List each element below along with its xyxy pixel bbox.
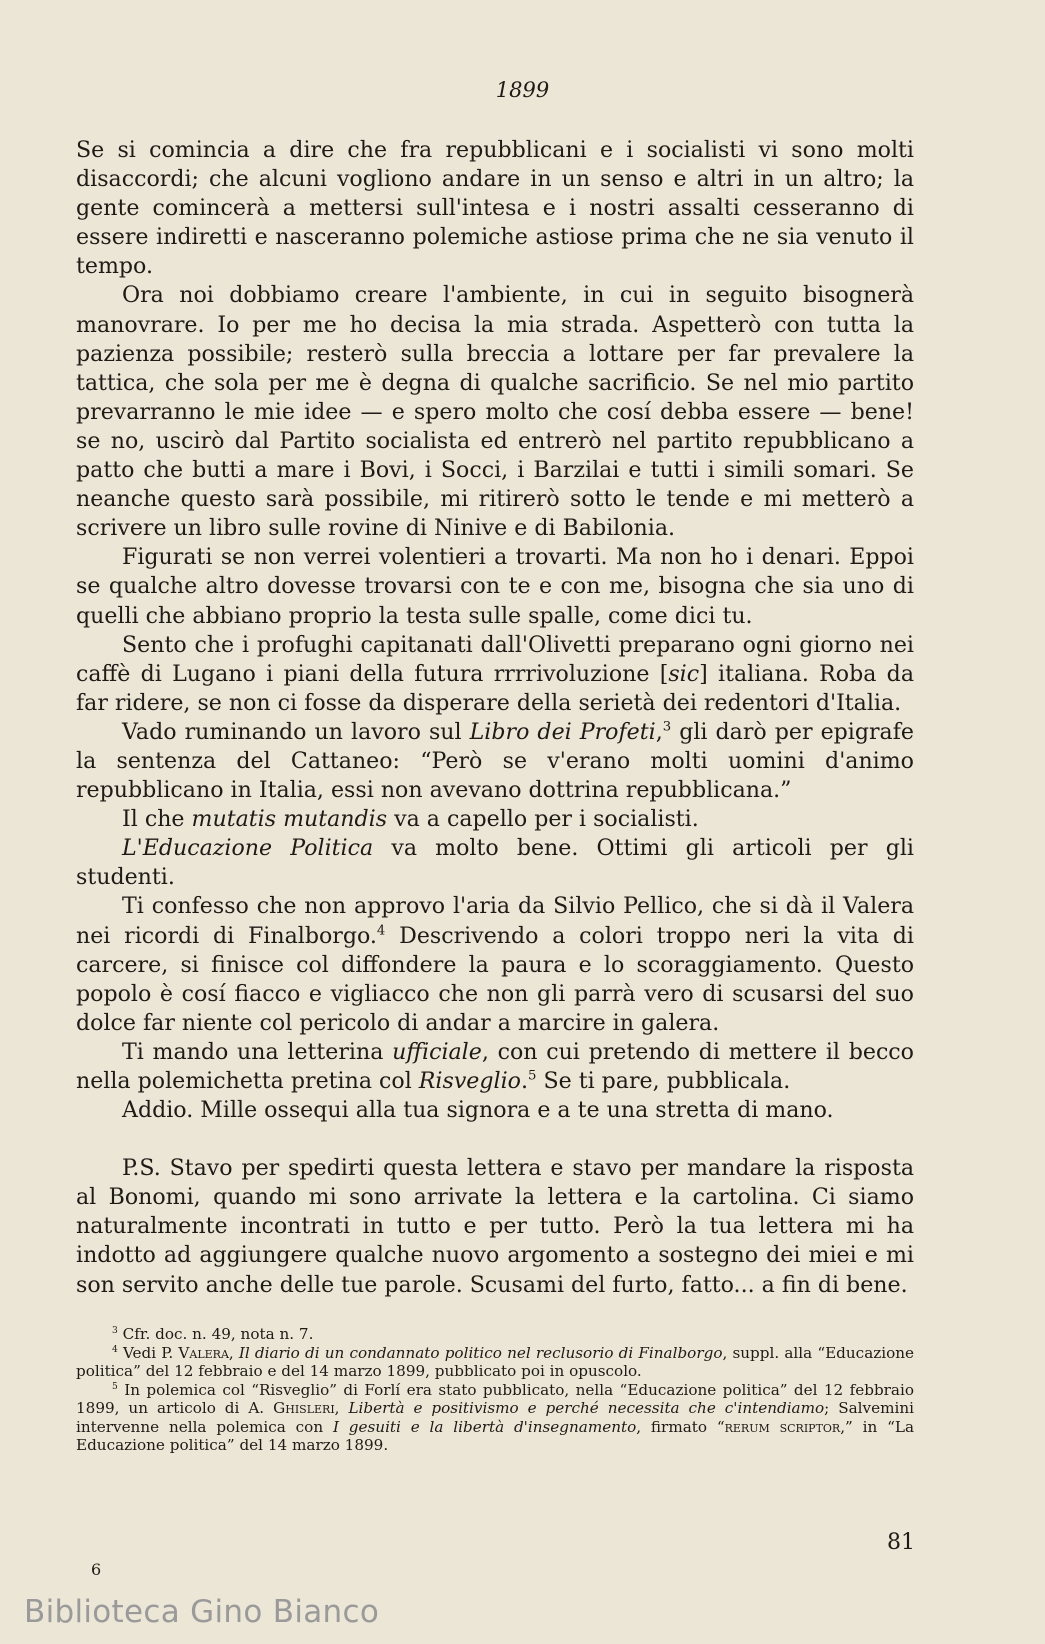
paragraph-2: Ora noi dobbiamo creare l'ambiente, in cui in seguito bisognerà manovrare. Io per me ho decisa la mia strada. Aspetterò con tutta la pazienza possibile; resterò sulla breccia a lottare per far prevalere la tattica, che sola per me è degna di qualche sacrificio. Se nel mio partito prevarranno le mie idee — e spero molto che cosí debba essere — bene! se no, uscirò dal Partito socialista ed entrerò nel partito repubblicano a patto che butti a mare i Bovi, i Socci, i Barzilai e tutti i simili somari. Se neanche questo sarà possibile, mi ritirerò sotto le tende e mi metterò a scrivere un libro sulle rovine di Ninive e di Babilonia. (76, 282, 914, 542)
sic-mark: sic (668, 660, 700, 687)
footnote-5: $^5$ In polemica col “Risveglio” di Forlí era stato pubblicato, nella “Educazione politica” del 12 febbraio 1899, un articolo di A. Ghisleri, Libertà e positivismo e perché necessita che c'intendiamo; Salvemini intervenne nella polemica con I gesuiti e la libertà d'insegnamento, firmato “rerum scriptor,” in “La Educazione politica” del 14 marzo 1899. (76, 1380, 915, 1454)
article-title-i-gesuiti: I gesuiti e la libertà d'insegnamento (332, 1417, 637, 1436)
paragraph-8-text-a: Ti confesso che non approvo l'aria da Silvio Pellico, che si dà il Valera nei ricordi di Finalborgo. (76, 893, 914, 949)
signature-mark: 6 (91, 1560, 102, 1579)
postscript: P.S. Stavo per spedirti questa lettera e stavo per mandare la risposta al Bonomi, quando mi sono arrivate la lettera e la cartolina. Ci siamo naturalmente incontrati in tutto e per tutto. Però la tua lettera mi ha indotto ad aggiungere qualche nuovo argomento a sostegno dei miei e mi son servito anche delle tue parole. Scusami del furto, fatto... a fin di bene. (76, 1155, 914, 1298)
footnote-4: $^4$ Vedi P. Valera, Il diario di un condannato politico nel reclusorio di Finalborgo, suppl. alla “Educazione politica” del 12 febbraio e del 14 marzo 1899, pubblicato poi in opuscolo. (76, 1343, 915, 1380)
footnote-ref-3: 3 (662, 719, 672, 735)
paragraph-8 (76, 892, 914, 1037)
paragraph-7-text: va molto bene. Ottimi gli articoli per gli studenti. (76, 835, 914, 891)
paragraph-8-text-b: Descrivendo a colori troppo neri la vita di carcere, si finisce col diffondere la paura e lo scoraggiamento. Questo popolo è cosí fiacco e vigliacco che non gli parrà vero di scusarsi del suo dolce far niente col pericolo di andar a marcire in galera. (76, 922, 914, 1036)
paragraph-9: Ti mando una letterina ufficiale, con cui pretendo di mettere il becco nella polemichetta pretina col Risveglio.$^5$ Se ti pare, pubblicala. (76, 1038, 914, 1094)
paragraph-9-text-a: Ti mando una letterina (122, 1038, 393, 1065)
paragraph-4-text-b: ] italiana. Roba da far ridere, se non ci fosse da disperare della serietà dei redentori d'Italia. (76, 660, 914, 716)
footnote-5-text-b: ; Salvemini intervenne nella polemica con (76, 1399, 915, 1436)
footnote-3-mark: 3 (112, 1325, 118, 1336)
footnote-4-text-a: Vedi P. (117, 1343, 179, 1362)
paragraph-10: Addio. Mille ossequi alla tua signora e a te una stretta di mano. (122, 1097, 834, 1124)
paragraph-5-text-a: Vado ruminando un lavoro sul (122, 718, 470, 745)
pseudonym-rerum-scriptor: rerum scriptor (724, 1417, 841, 1436)
library-watermark: Biblioteca Gino Bianco (24, 1594, 380, 1630)
footnote-5-text-d: ,” in “La Educazione politica” del 14 marzo 1899. (76, 1417, 915, 1454)
footnote-ref-4: 4 (376, 923, 386, 939)
word-ufficiale: ufficiale (392, 1038, 482, 1065)
paragraph-6-text-b: va a capello per i socialisti. (387, 806, 699, 833)
footnote-ref-5: 5 (528, 1068, 537, 1084)
page-number: 81 (887, 1530, 915, 1555)
paragraph-1: Se si comincia a dire che fra repubblicani e i socialisti vi sono molti disaccordi; che alcuni vogliono andare in un senso e altri in un altro; la gente comincerà a mettersi sull'intesa e i nostri assalti cesseranno di essere indiretti e nasceranno polemiche astiose prima che ne sia venuto il tempo. (76, 137, 914, 280)
running-head: 1899 (495, 78, 550, 102)
paragraph-5: Vado ruminando un lavoro sul Libro dei Profeti,$^3$ gli darò per epigrafe la sentenza del Cattaneo: “Però se v'erano molti uomini d'animo repubblicano in Italia, essi non avevano dottrina repubblicana.” (76, 718, 914, 804)
paragraph-4 (76, 631, 914, 718)
book-title-libro-dei-profeti: Libro dei Profeti (469, 718, 656, 745)
footnote-4-mark: 4 (112, 1344, 118, 1355)
footnotes (76, 1325, 914, 1455)
footnote-4-text-b: , suppl. alla “Educazione politica” del 12 febbraio e del 14 marzo 1899, pubblicato poi in opuscolo. (76, 1343, 915, 1380)
paragraph-6-text-a: Il che (122, 806, 192, 833)
paragraph-5-text-b: gli darò per epigrafe la sentenza del Cattaneo: “Però se v'erano molti uomini d'animo repubblicano in Italia, essi non avevano dottrina repubblicana.” (76, 718, 914, 804)
latin-phrase: mutatis mutandis (191, 806, 388, 833)
footnote-3-text: Cfr. doc. n. 49, nota n. 7. (117, 1325, 314, 1343)
author-valera: Valera (178, 1343, 229, 1362)
footnote-3 (76, 1325, 914, 1344)
paragraph-9-text-b: , con cui pretendo di mettere il becco nella polemichetta pretina col (76, 1038, 914, 1094)
book-title-diario: Il diario di un condannato politico nel reclusorio di Finalborgo (238, 1343, 723, 1362)
article-title-liberta-e-positivismo: Libertà e positivismo e perché necessita che c'intendiamo (348, 1399, 825, 1417)
footnote-5-text-c: , firmato “ (636, 1417, 725, 1436)
letter-body (76, 136, 914, 1300)
footnote-5-mark: 5 (112, 1381, 118, 1392)
paragraph-6 (76, 805, 914, 834)
footnote-5-text-a: In polemica col “Risveglio” di Forlí era stato pubblicato, nella “Educazione politica” del 12 febbraio 1899, un articolo di A. (76, 1380, 914, 1417)
journal-title-educazione-politica: L'Educazione Politica (122, 835, 374, 862)
paragraph-4-text-a: Sento che i profughi capitanati dall'Olivetti preparano ogni giorno nei caffè di Lugano i piani della futura rrrrivoluzione [ (76, 631, 914, 687)
journal-title-risveglio: Risveglio (418, 1068, 521, 1094)
paragraph-3: Figurati se non verrei volentieri a trovarti. Ma non ho i denari. Eppoi se qualche altro dovesse trovarsi con te e con me, bisogna che sia uno di quelli che abbiano proprio la testa sulle spalle, come dici tu. (76, 544, 914, 629)
paragraph-9-text-c: Se ti pare, pubblicala. (536, 1068, 791, 1094)
author-ghisleri: Ghisleri (273, 1399, 335, 1417)
paragraph-7 (76, 834, 914, 892)
